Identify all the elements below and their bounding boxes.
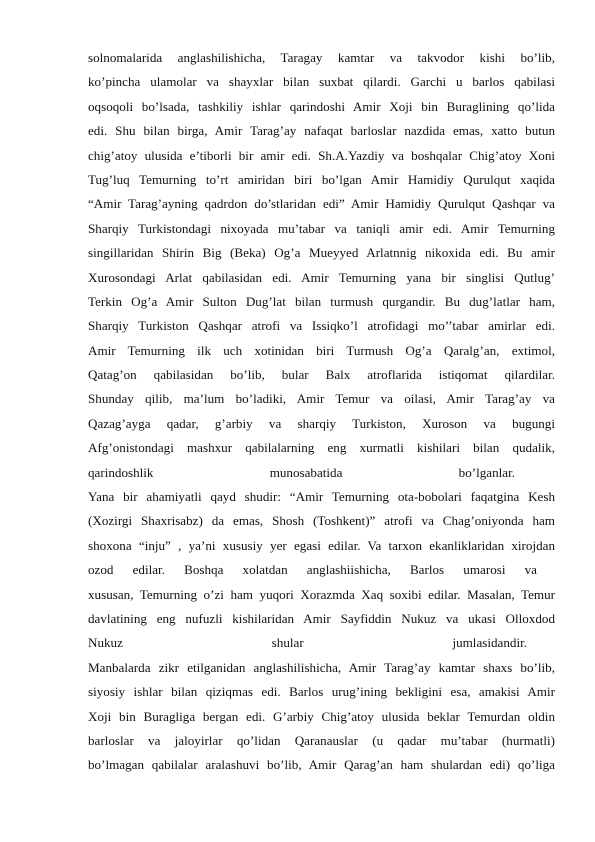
text-line: shoxona “inju” , ya’ni xususiy yer egasi edilar. Va tarxon ekanliklaridan xirojdan xyxy=(88,537,555,553)
text-line: bo’lmagan qabilalar aralashuvi bo’lib, Amir Qarag’an ham shulardan edi) qo’liga xyxy=(88,757,555,773)
text-line: Xoji bin Buragliga bergan edi. G’arbiy Chig’atoy ulusida beklar Temurdan oldin xyxy=(88,708,555,724)
text-line: ozod edilar. Boshqa xolatdan anglashiishicha, Barlos umarosi va xyxy=(88,562,537,578)
text-line: chig’atoy ulusida e’tiborli bir amir edi. Sh.A.Yazdiy va boshqalar Chig’atoy Xoni xyxy=(88,147,555,163)
text-line: xususan, Temurning o’zi ham yuqori Xorazmda Xaq soxibi edilar. Masalan, Temur xyxy=(88,586,555,602)
text-line: siyosiy ishlar bilan qiziqmas edi. Barlos urug’ining bekligini esa, amakisi Amir xyxy=(88,684,555,700)
text-line: Shunday qilib, ma’lum bo’ladiki, Amir Temur va oilasi, Amir Tarag’ay va xyxy=(88,391,555,407)
text-line: qarindoshlik munosabatida bo’lganlar. xyxy=(88,464,515,480)
text-line: “Amir Tarag’ayning qadrdon do’stlaridan edi” Amir Hamidiy Qurulqut Qashqar va xyxy=(88,196,555,212)
text-line: edi. Shu bilan birga, Amir Tarag’ay nafaqat barloslar nazdida emas, xatto butun xyxy=(88,123,555,139)
text-line: Afg’onistondagi mashxur qabilalarning eng xurmatli kishilari bilan qudalik, xyxy=(88,440,555,456)
text-line: (Xozirgi Shaxrisabz) da emas, Shosh (Toshkent)” atrofi va Chag’oniyonda ham xyxy=(88,513,555,529)
text-line: Qazag’ayga qadar, g’arbiy va sharqiy Turkiston, Xuroson va bugungi xyxy=(88,415,555,431)
text-line: singillaridan Shirin Big (Beka) Og’a Mueyyed Arlatnnig nikoxida edi. Bu amir xyxy=(88,245,555,261)
text-line: Yana bir ahamiyatli qayd shudir: “Amir Temurning ota-bobolari faqatgina Kesh xyxy=(88,489,555,505)
text-line: Manbalarda zikr etilganidan anglashilishicha, Amir Tarag’ay kamtar shaxs bo’lib, xyxy=(88,659,555,675)
text-line: Xurosondagi Arlat qabilasidan edi. Amir Temurning yana bir singlisi Qutlug’ xyxy=(88,269,555,285)
text-line: Qatag’on qabilasidan bo’lib, bular Balx atroflarida istiqomat qilardilar. xyxy=(88,367,555,383)
text-line: Sharqiy Turkiston Qashqar atrofi va Issiqko’l atrofidagi mo’’tabar amirlar edi. xyxy=(88,318,555,334)
text-line: davlatining eng nufuzli kishilaridan Amir Sayfiddin Nukuz va ukasi Olloxdod xyxy=(88,610,555,626)
text-line: Sharqiy Turkistondagi nixoyada mu’tabar va taniqli amir edi. Amir Temurning xyxy=(88,220,555,236)
text-line: barloslar va jaloyirlar qo’lidan Qaranauslar (u qadar mu’tabar (hurmatli) xyxy=(88,732,555,748)
text-line: solnomalarida anglashilishicha, Taragay kamtar va takvodor kishi bo’lib, xyxy=(88,50,555,65)
text-line: Nukuz shular jumlasidandir. xyxy=(88,635,527,651)
document-page xyxy=(88,46,555,778)
text-line: Amir Temurning ilk uch xotinidan biri Turmush Og’a Qaralg’an, extimol, xyxy=(88,342,555,358)
text-line: Tug’luq Temurning to’rt amiridan biri bo’lgan Amir Hamidiy Qurulqut xaqida xyxy=(88,171,555,187)
text-line: Terkin Og’a Amir Sulton Dug’lat bilan turmush qurgandir. Bu dug’latlar ham, xyxy=(88,293,555,309)
text-line: ko’pincha ulamolar va shayxlar bilan suxbat qilardi. Garchi u barlos qabilasi xyxy=(88,74,555,90)
text-line: oqsoqoli bo’lsada, tashkiliy ishlar qarindoshi Amir Xoji bin Buraglining qo’lida xyxy=(88,98,555,114)
